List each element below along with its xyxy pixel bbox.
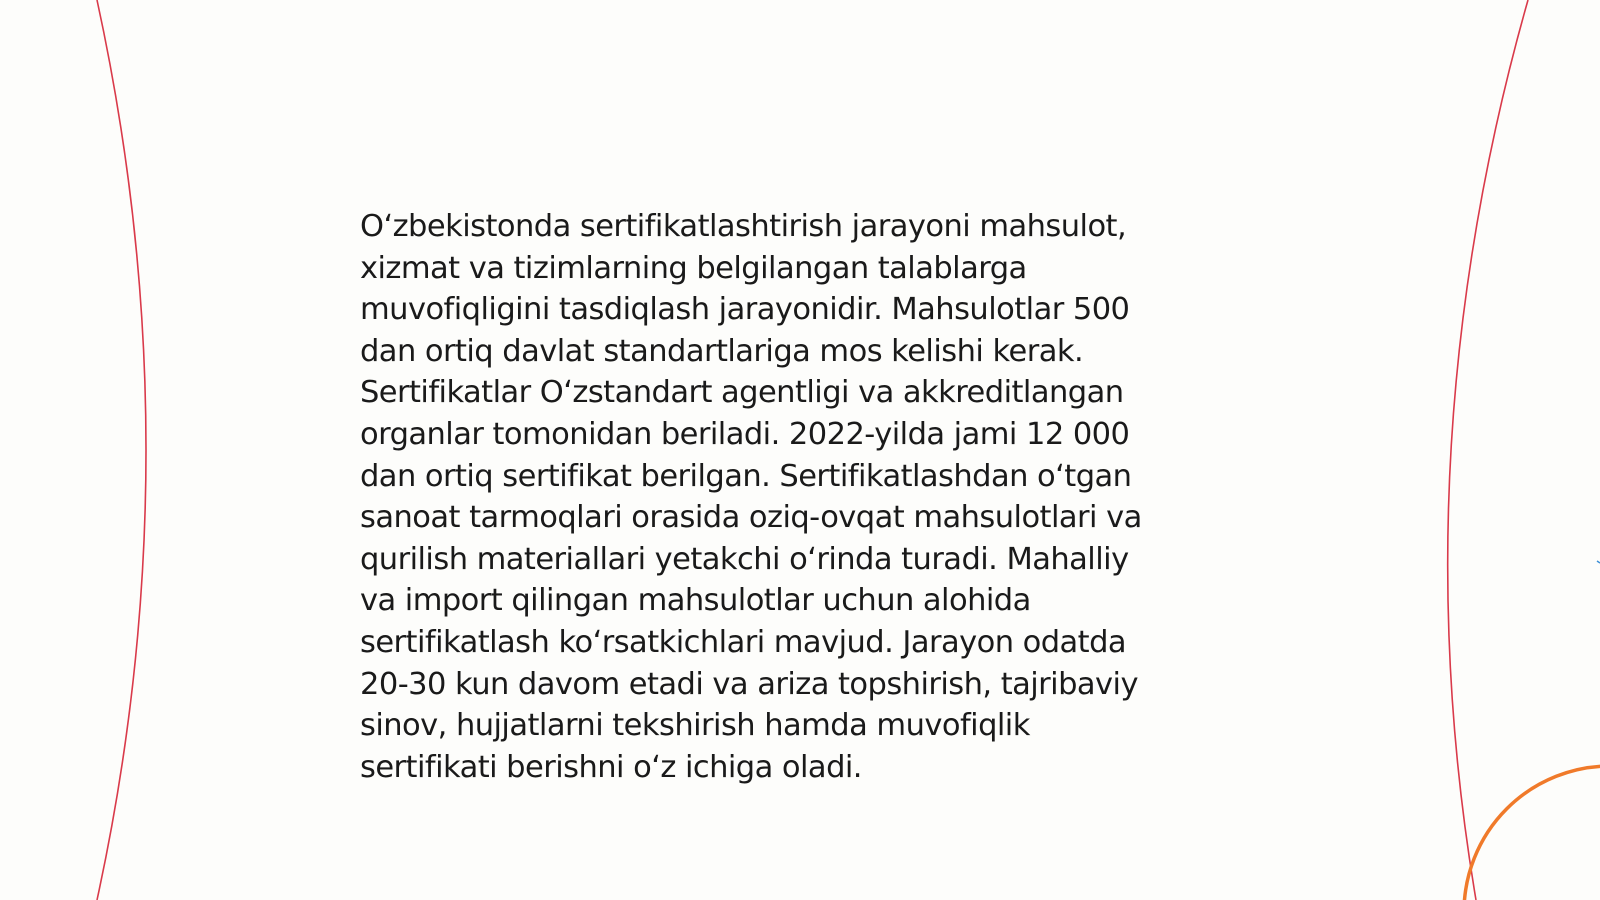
paragraph-line-5: Sertifikatlar O‘zstandart agentligi va akkreditlangan bbox=[360, 375, 1124, 411]
paragraph-line-4: dan ortiq davlat standartlariga mos kelishi kerak. bbox=[360, 333, 1084, 369]
paragraph-line-13: sinov, hujjatlarni tekshirish hamda muvofiqlik bbox=[360, 708, 1030, 744]
right-arc-line bbox=[1448, 0, 1528, 900]
paragraph-line-14: sertifikati berishni o‘z ichiga oladi. bbox=[360, 749, 862, 785]
paragraph-line-2: xizmat va tizimlarning belgilangan talablarga bbox=[360, 250, 1027, 286]
paragraph-line-3: muvofiqligini tasdiqlash jarayonidir. Mahsulotlar 500 bbox=[360, 292, 1130, 328]
paragraph-line-9: qurilish materiallari yetakchi o‘rinda turadi. Mahalliy bbox=[360, 541, 1129, 577]
paragraph-line-12: 20-30 kun davom etadi va ariza topshirish, tajribaviy bbox=[360, 666, 1138, 702]
paragraph-line-1: O‘zbekistonda sertifikatlashtirish jarayoni mahsulot, bbox=[360, 209, 1127, 244]
orange-circle-arc bbox=[1464, 766, 1600, 900]
paragraph-line-7: dan ortiq sertifikat berilgan. Sertifikatlashdan o‘tgan bbox=[360, 458, 1132, 494]
left-arc-line bbox=[97, 0, 146, 900]
body-paragraph bbox=[360, 206, 1240, 788]
paragraph-line-8: sanoat tarmoqlari orasida oziq-ovqat mahsulotlari va bbox=[360, 500, 1142, 536]
paragraph-line-10: va import qilingan mahsulotlar uchun alohida bbox=[360, 583, 1031, 619]
paragraph-line-11: sertifikatlash ko‘rsatkichlari mavjud. Jarayon odatda bbox=[360, 624, 1127, 660]
paragraph-line-6: organlar tomonidan beriladi. 2022-yilda jami 12 000 bbox=[360, 416, 1130, 452]
